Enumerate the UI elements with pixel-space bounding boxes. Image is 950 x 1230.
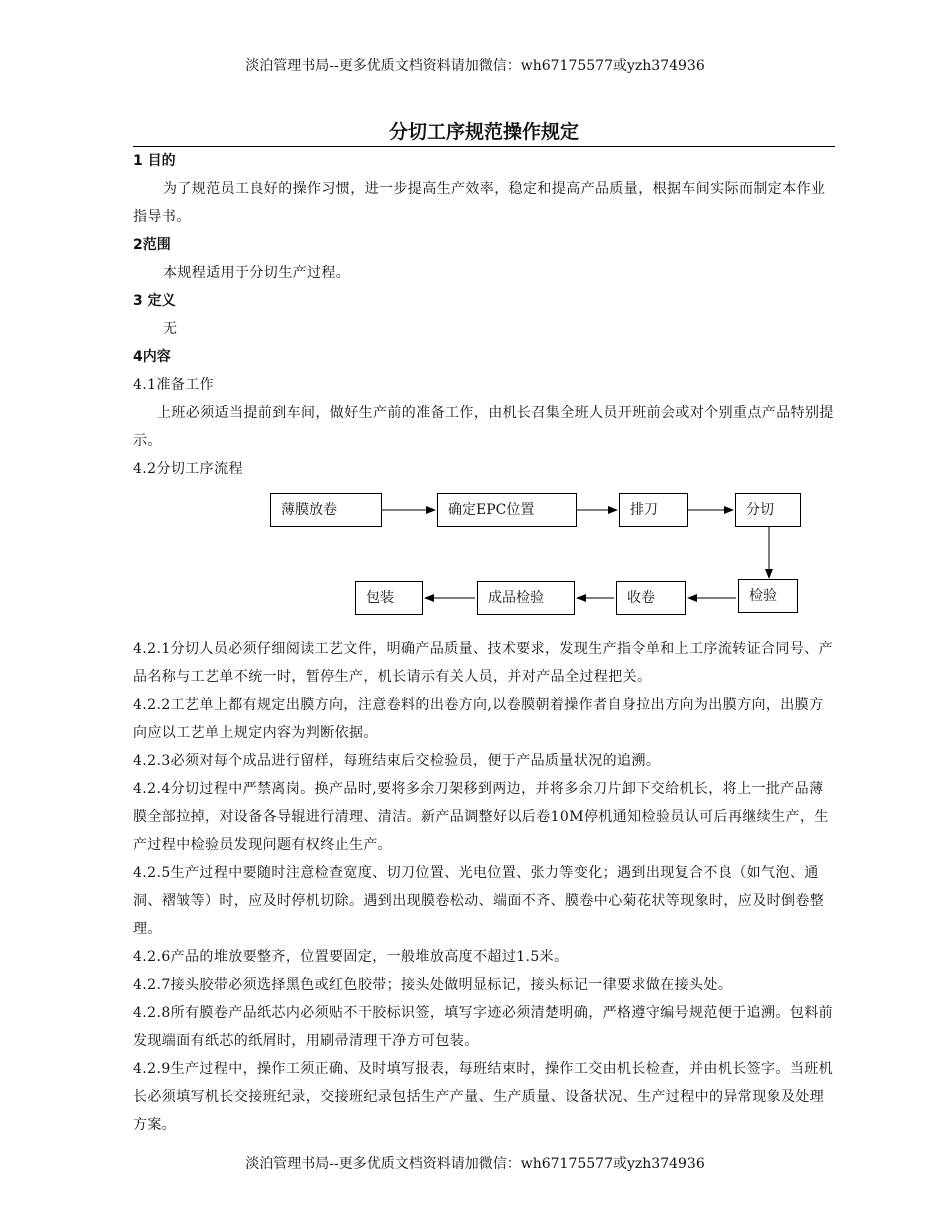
- flow-step-inspection: 检验: [738, 579, 798, 613]
- flow-step-knife-setup: 排刀: [619, 493, 688, 527]
- flow-step-epc-position: 确定EPC位置: [437, 493, 577, 527]
- item-4-2-8: 4.2.8所有膜卷产品纸芯内必须贴不干胶标识签，填写字迹必须清楚明确，严格遵守编号规范便于追溯。包料前发现端面有纸芯的纸屑时，用刷帚清理干净方可包装。: [133, 1005, 834, 1049]
- flow-step-packing: 包装: [355, 581, 423, 615]
- item-4-2-2: 4.2.2工艺单上都有规定出膜方向，注意卷料的出卷方向,以卷膜朝着操作者自身拉出方向为出膜方向，出膜方向应以工艺单上规定内容为判断依据。: [133, 697, 824, 741]
- subsection-4-1-text: 上班必须适当提前到车间，做好生产前的准备工作，由机长召集全班人员开班前会或对个别重点产品特别提示。: [133, 405, 834, 449]
- subsection-4-2-title: 4.2分切工序流程: [133, 461, 243, 477]
- item-4-2-6: 4.2.6产品的堆放要整齐，位置要固定，一般堆放高度不超过1.5米。: [133, 949, 569, 965]
- page-footer: 淡泊管理书局--更多优质文档资料请加微信：wh67175577或yzh374936: [245, 1156, 705, 1172]
- document-title: 分切工序规范操作规定: [133, 118, 835, 147]
- section-1-text: 为了规范员工良好的操作习惯，进一步提高生产效率，稳定和提高产品质量，根据车间实际而制定本作业指导书。: [133, 181, 826, 225]
- item-4-2-7: 4.2.7接头胶带必须选择黑色或红色胶带；接头处做明显标记，接头标记一律要求做在接头处。: [133, 977, 733, 993]
- flow-step-film-unwind: 薄膜放卷: [270, 493, 382, 527]
- item-4-2-4: 4.2.4分切过程中严禁离岗。换产品时,要将多余刀架移到两边，并将多余刀片卸下交给机长，将上一批产品薄膜全部拉掉，对设备各导辊进行清理、清洁。新产品调整好以后卷10M停机通知检验员认可后再继续生产，生产过程中检验员发现问题有权终止生产。: [133, 781, 829, 853]
- flow-step-rewind: 收卷: [616, 581, 686, 615]
- flow-step-final-inspection: 成品检验: [477, 581, 575, 615]
- section-1-heading: 1 目的: [133, 153, 176, 169]
- document-body: [133, 118, 835, 1139]
- page-header: 淡泊管理书局--更多优质文档资料请加微信：wh67175577或yzh374936: [245, 58, 705, 74]
- subsection-4-1-title: 4.1准备工作: [133, 377, 215, 393]
- section-3-heading: 3 定义: [133, 293, 176, 309]
- item-4-2-1: 4.2.1分切人员必须仔细阅读工艺文件，明确产品质量、技术要求，发现生产指令单和上工序流转证合同号、产品名称与工艺单不统一时，暂停生产，机长请示有关人员，并对产品全过程把关。: [133, 641, 834, 685]
- section-2-heading: 2范围: [133, 237, 171, 253]
- section-2-text: 本规程适用于分切生产过程。: [163, 265, 351, 281]
- item-4-2-5: 4.2.5生产过程中要随时注意检查宽度、切刀位置、光电位置、张力等变化；遇到出现复合不良（如气泡、通洞、褶皱等）时，应及时停机切除。遇到出现膜卷松动、端面不齐、膜卷中心菊花状等现象时，应及时倒卷整理。: [133, 865, 825, 937]
- item-4-2-3: 4.2.3必须对每个成品进行留样，每班结束后交检验员，便于产品质量状况的追溯。: [133, 753, 661, 769]
- process-flowchart: [133, 483, 835, 635]
- flow-step-slitting: 分切: [735, 493, 801, 527]
- section-3-text: 无: [163, 321, 178, 337]
- section-4-heading: 4内容: [133, 349, 171, 365]
- item-4-2-9: 4.2.9生产过程中，操作工须正确、及时填写报表，每班结束时，操作工交由机长检查，并由机长签字。当班机长必须填写机长交接班纪录，交接班纪录包括生产产量、生产质量、设备状况、生产过程中的异常现象及处理方案。: [133, 1061, 834, 1133]
